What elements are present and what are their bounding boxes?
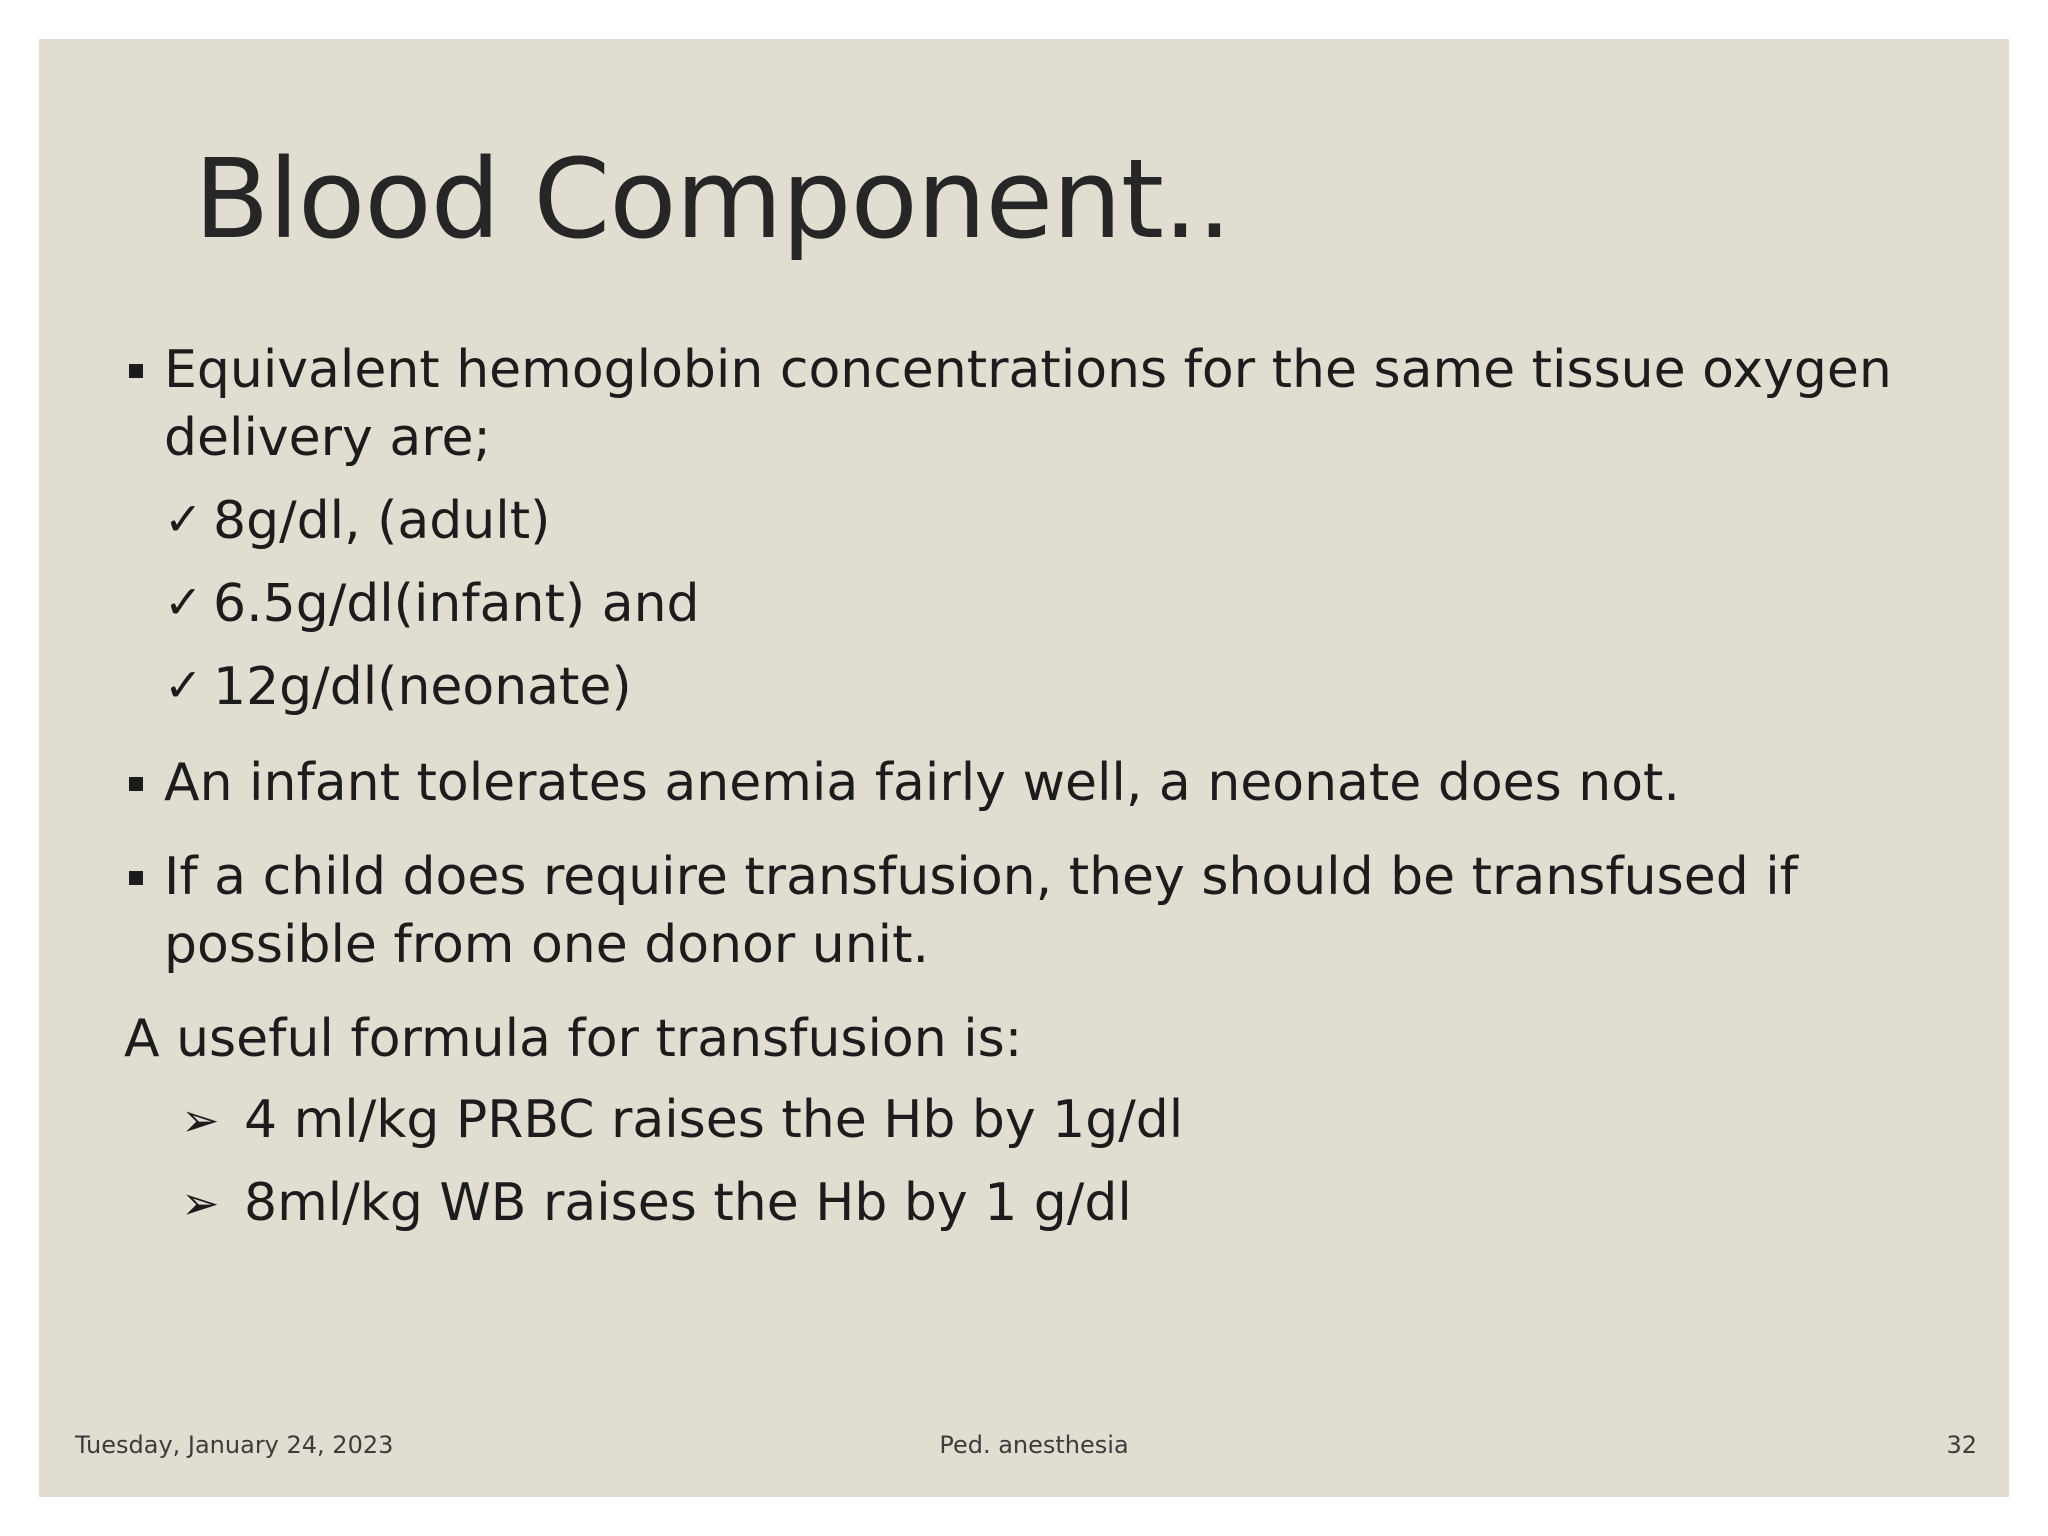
square-bullet-icon <box>129 777 143 791</box>
bullet-2: An infant tolerates anemia fairly well, a neonate does not. <box>164 753 1680 813</box>
square-bullet-icon <box>129 364 143 378</box>
square-bullet-icon <box>129 871 143 885</box>
checkmark-icon: ✓ <box>164 492 203 546</box>
footer-title: Ped. anesthesia <box>939 1431 1129 1459</box>
bullet-3-line-2: possible from one donor unit. <box>164 915 930 975</box>
check-item-neonate: 12g/dl(neonate) <box>213 657 632 717</box>
slide-title: Blood Component.. <box>194 135 1231 263</box>
arrowhead-bullet-icon: ➢ <box>181 1093 220 1147</box>
arrowhead-bullet-icon: ➢ <box>181 1176 220 1230</box>
formula-item-prbc: 4 ml/kg PRBC raises the Hb by 1g/dl <box>244 1090 1184 1150</box>
slide-number: 32 <box>1946 1431 1977 1459</box>
bullet-1-line-1: Equivalent hemoglobin concentrations for the same tissue oxygen <box>164 340 1892 400</box>
formula-item-wb: 8ml/kg WB raises the Hb by 1 g/dl <box>244 1173 1132 1233</box>
check-item-adult: 8g/dl, (adult) <box>213 491 551 551</box>
bullet-3-line-1: If a child does require transfusion, they should be transfused if <box>164 847 1798 907</box>
checkmark-icon: ✓ <box>164 658 203 712</box>
check-item-infant: 6.5g/dl(infant) and <box>213 574 700 634</box>
checkmark-icon: ✓ <box>164 575 203 629</box>
slide <box>39 39 2009 1497</box>
bullet-1-line-2: delivery are; <box>164 408 491 468</box>
footer-date: Tuesday, January 24, 2023 <box>75 1431 394 1459</box>
formula-intro: A useful formula for transfusion is: <box>124 1009 1023 1069</box>
